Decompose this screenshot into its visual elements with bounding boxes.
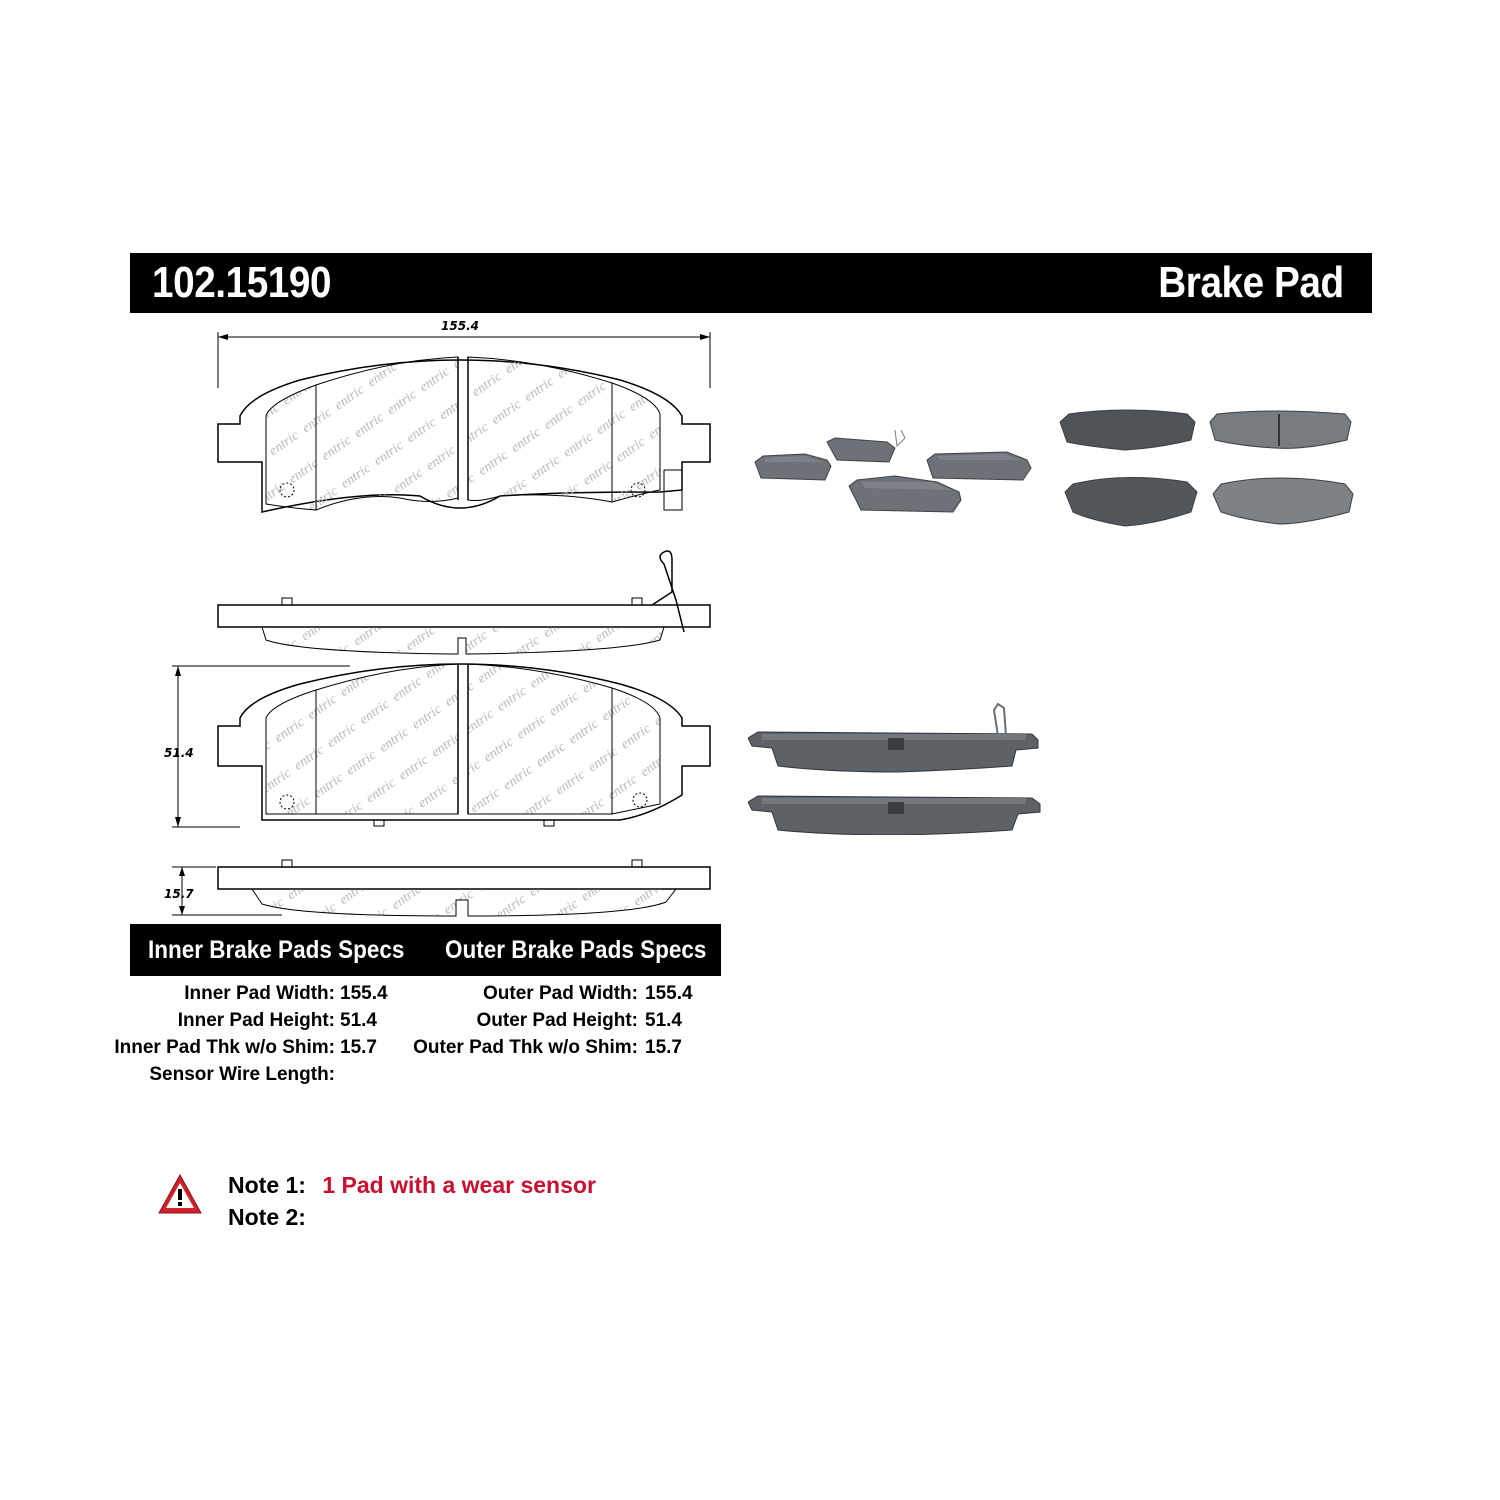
spec-value: 155.4 [340,983,388,1004]
spec-label: Outer Pad Thk w/o Shim: [413,1037,638,1058]
part-number: 102.15190 [152,258,332,307]
note-1-value: 1 Pad with a wear sensor [322,1172,596,1198]
spec-label: Outer Pad Width: [483,983,638,1004]
pad-side-view-bottom [218,860,710,916]
height-dimension-label: 51.4 [164,746,194,760]
spec-row [400,1034,682,1061]
pad-side-view-top [218,551,710,654]
pad-set-photo-side [748,700,1043,835]
note-2-label: Note 2: [228,1204,306,1230]
note-2 [228,1204,316,1231]
spec-row [130,1007,377,1034]
specs-header-bar [130,924,721,976]
width-dimension-label: 155.4 [441,320,479,333]
note-1-label: Note 1: [228,1172,306,1198]
title-bar [130,253,1372,313]
document-type: Brake Pad [1158,258,1344,307]
spec-label: Sensor Wire Length: [149,1064,335,1085]
spec-value: 51.4 [340,1010,377,1031]
spec-label: Outer Pad Height: [476,1010,638,1031]
thickness-dimension-label: 15.7 [164,887,194,901]
note-1 [228,1172,596,1199]
spec-row [400,980,693,1007]
outer-specs-title: Outer Brake Pads Specs [445,935,707,964]
spec-row [130,1061,335,1088]
pad-set-photo-angled [745,430,1045,520]
spec-label: Inner Pad Thk w/o Shim: [114,1037,335,1058]
outer-specs-table [400,980,693,1061]
spec-label: Inner Pad Width: [184,983,335,1004]
technical-drawing [150,320,740,925]
spec-row [400,1007,682,1034]
spec-value: 51.4 [645,1010,682,1031]
inner-specs-title: Inner Brake Pads Specs [148,935,405,964]
inner-specs-table [114,980,388,1088]
width-dimension [218,320,710,388]
spec-row [130,980,388,1007]
pad-front-view-bottom [218,664,710,826]
pad-front-view-top [218,357,710,512]
spec-row [114,1034,377,1061]
spec-value: 15.7 [645,1037,682,1058]
spec-value: 15.7 [340,1037,377,1058]
spec-value: 155.4 [645,983,693,1004]
pad-set-photo-flat [1055,400,1355,535]
warning-icon [157,1173,203,1215]
spec-label: Inner Pad Height: [177,1010,335,1031]
